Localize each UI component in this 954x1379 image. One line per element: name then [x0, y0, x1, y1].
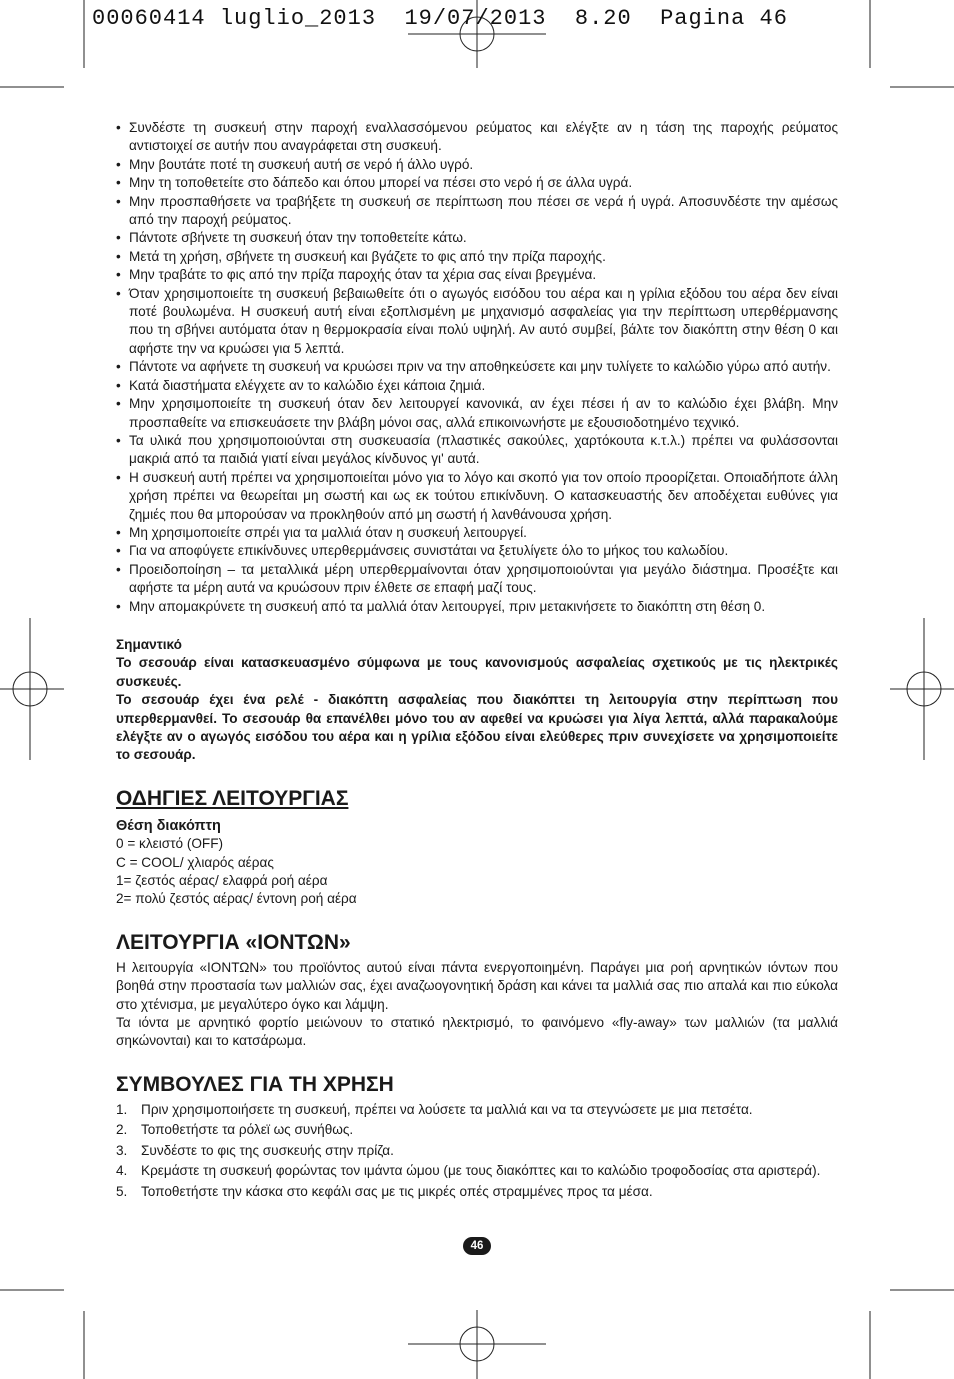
- switch-line: 2= πολύ ζεστός αέρας/ έντονη ροή αέρα: [116, 891, 357, 907]
- ions-heading: ΛΕΙΤΟΥΡΓΙΑ «ΙΟΝΤΩΝ»: [116, 930, 351, 954]
- step-text: Τοποθετήστε τα ρόλεϊ ως συνήθως.: [141, 1122, 354, 1138]
- list-item: • Η συσκευή αυτή πρέπει να χρησιμοποιείται μόνο για το λόγο και σκοπό για τον οποίο προορίζεται. Οποιαδήποτε άλλη χρήση πρέπει να θεωρείται μη σωστή και ως εκ τούτου επικίνδυνη. Ο κατασκευαστής δεν αποδέχεται ευθύνες για ζημιές που θα μπορούσαν να προκληθούν από μη σωστή ή λανθάνουσα χρήση.: [116, 469, 838, 524]
- list-item: • Πάντοτε σβήνετε τη συσκευή όταν την τοποθετείτε κάτω.: [116, 229, 838, 247]
- list-item: • Μην βουτάτε ποτέ τη συσκευή αυτή σε νερό ή άλλο υγρό.: [116, 156, 838, 174]
- list-item: • Συνδέστε τη συσκευή στην παροχή εναλλασσόμενου ρεύματος και ελέγξτε αν η τάση της παροχής ρεύματος αντιστοιχεί σε αυτήν που αναγράφεται στη συσκευή.: [116, 119, 838, 156]
- step-text: Συνδέστε το φις της συσκευής στην πρίζα.: [141, 1142, 394, 1158]
- step-number: 3.: [116, 1142, 128, 1158]
- list-item: • Μην απομακρύνετε τη συσκευή από τα μαλλιά όταν λειτουργεί, πριν μετακινήσετε το διακόπτη στη θέση 0.: [116, 598, 838, 616]
- step-text: Τοποθετήστε την κάσκα στο κεφάλι σας με τις μικρές οπές στραμμένες προς τα μέσα.: [141, 1183, 653, 1199]
- switch-position-heading: Θέση διακόπτη: [116, 817, 221, 834]
- list-item: [116, 1183, 838, 1201]
- list-item: • Πάντοτε να αφήνετε τη συσκευή να κρυώσει πριν να την αποθηκεύσετε και μην τυλίγετε το καλώδιο γύρω από αυτήν.: [116, 358, 838, 376]
- step-number: 1.: [116, 1101, 128, 1117]
- list-item: • Μην τραβάτε το φις από την πρίζα παροχής όταν τα χέρια σας είναι βρεγμένα.: [116, 266, 838, 284]
- tips-steps: [116, 1101, 838, 1201]
- step-text: Κρεμάστε τη συσκευή φορώντας τον ιμάντα ώμου (με τους διακόπτες και το καλώδιο τροφοδοσίας στα αριστερά).: [141, 1163, 821, 1179]
- list-item: [116, 1142, 838, 1160]
- list-item: [116, 1162, 838, 1180]
- list-item: • Μετά τη χρήση, σβήνετε τη συσκευή και βγάζετε το φις από την πρίζα παροχής.: [116, 248, 838, 266]
- list-item: • Κατά διαστήματα ελέγχετε αν το καλώδιο έχει κάποια ζημιά.: [116, 377, 838, 395]
- ions-paragraph-1: Η λειτουργία «ΙΟΝΤΩΝ» του προϊόντος αυτού είναι πάντα ενεργοποιημένη. Παράγει μια ροή αρνητικών ιόντων που βοηθά στην προστασία των μαλλιών σας, έχει αναζωογονητική δράση και κάνει τα μαλλιά σας πιο απαλά και πιο εύκολα στο χτένισμα, με μεγαλύτερο όγκο και λάμψη.: [116, 959, 838, 1012]
- list-item: [116, 1121, 838, 1139]
- list-item: • Μην προσπαθήσετε να τραβήξετε τη συσκευή σε περίπτωση που πέσει σε νερά ή υγρά. Αποσυνδέστε την αμέσως από την παροχή ρεύματος.: [116, 193, 838, 230]
- print-slug: 00060414 luglio_2013 19/07/2013 8.20 Pagina 46: [92, 6, 788, 31]
- safety-list: [116, 119, 838, 616]
- list-item: • Προειδοποίηση – τα μεταλλικά μέρη υπερθερμαίνονται όταν χρησιμοποιούνται για μεγάλο διάστημα. Προσέξτε και αφήστε τα μέρη αυτά να κρυώσουν πριν έλθετε σε επαφή μαζί τους.: [116, 561, 838, 598]
- page-number-badge: 46: [463, 1237, 491, 1255]
- important-heading: Σημαντικό: [116, 636, 182, 652]
- list-item: [116, 1101, 838, 1119]
- list-item: • Μην χρησιμοποιείτε τη συσκευή όταν δεν λειτουργεί κανονικά, αν έχει πέσει ή αν το καλώδιο έχει βλάβη. Μην προσπαθείτε να επισκευάσετε την βλάβη μόνοι σας, αλλά επικοινωνήστε με εξουσιοδοτημένο τεχνικό.: [116, 395, 838, 432]
- step-number: 5.: [116, 1183, 128, 1199]
- step-text: Πριν χρησιμοποιήσετε τη συσκευή, πρέπει να λούσετε τα μαλλιά και να τα στεγνώσετε με μια πετσέτα.: [141, 1101, 753, 1117]
- important-paragraph-2: Το σεσουάρ έχει ένα ρελέ - διακόπτη ασφαλείας που διακόπτει τη λειτουργία στην περίπτωση που υπερθερμανθεί. Το σεσουάρ θα επανέλθει μόνο του αν αφεθεί να κρυώσει για λίγα λεπτά, αλλά παρακαλούμε ελέγξτε αν ο αγωγός εισόδου του αέρα και η γρίλια εξόδου είναι ελεύθερες πριν συνεχίσετε να χρησιμοποιείτε το σεσουάρ.: [116, 692, 838, 763]
- list-item: • Όταν χρησιμοποιείτε τη συσκευή βεβαιωθείτε ότι ο αγωγός εισόδου του αέρα και η γρίλια εξόδου του αέρα δεν είναι ποτέ βουλωμένα. Η συσκευή αυτή είναι εξοπλισμένη με μηχανισμό ασφαλείας για την περίπτωση υπερθέρμανσης που τη σβήνει αυτόματα όταν η θερμοκρασία είναι πολύ υψηλή. Αν αυτό συμβεί, βάλτε τον διακόπτη στην θέση 0 και αφήστε την να κρυώσει για 5 λεπτά.: [116, 285, 838, 359]
- switch-line: 0 = κλειστό (OFF): [116, 836, 224, 852]
- list-item: • Για να αποφύγετε επικίνδυνες υπερθερμάνσεις συνιστάται να ξετυλίγετε όλο το μήκος του καλωδίου.: [116, 542, 838, 560]
- instructions-heading: ΟΔΗΓΙΕΣ ΛΕΙΤΟΥΡΓΙΑΣ: [116, 786, 349, 810]
- switch-line: C = COOL/ χλιαρός αέρας: [116, 854, 274, 870]
- list-item: • Μην τη τοποθετείτε στο δάπεδο και όπου μπορεί να πέσει στο νερό ή σε άλλα υγρά.: [116, 174, 838, 192]
- step-number: 4.: [116, 1163, 128, 1179]
- important-paragraph-1: Το σεσουάρ είναι κατασκευασμένο σύμφωνα με τους κανονισμούς ασφαλείας σχετικούς με τις ηλεκτρικές συσκευές.: [116, 655, 838, 689]
- switch-line: 1= ζεστός αέρας/ ελαφρά ροή αέρα: [116, 873, 328, 889]
- tips-heading: ΣΥΜΒΟΥΛΕΣ ΓΙΑ ΤΗ ΧΡΗΣΗ: [116, 1072, 394, 1096]
- list-item: • Τα υλικά που χρησιμοποιούνται στη συσκευασία (πλαστικές σακούλες, χαρτόκουτα κ.τ.λ.) πρέπει να φυλάσσονται μακριά από τα παιδιά γιατί είναι μεγάλος κίνδυνος γι' αυτά.: [116, 432, 838, 469]
- ions-paragraph-2: Τα ιόντα με αρνητικό φορτίο μειώνουν το στατικό ηλεκτρισμό, το φαινόμενο «fly-away» των μαλλιών (τα μαλλιά σηκώνονται) και το κατσάρωμα.: [116, 1015, 838, 1049]
- page-content: [116, 119, 838, 1203]
- step-number: 2.: [116, 1122, 128, 1138]
- list-item: • Μη χρησιμοποιείτε σπρέι για τα μαλλιά όταν η συσκευή λειτουργεί.: [116, 524, 838, 542]
